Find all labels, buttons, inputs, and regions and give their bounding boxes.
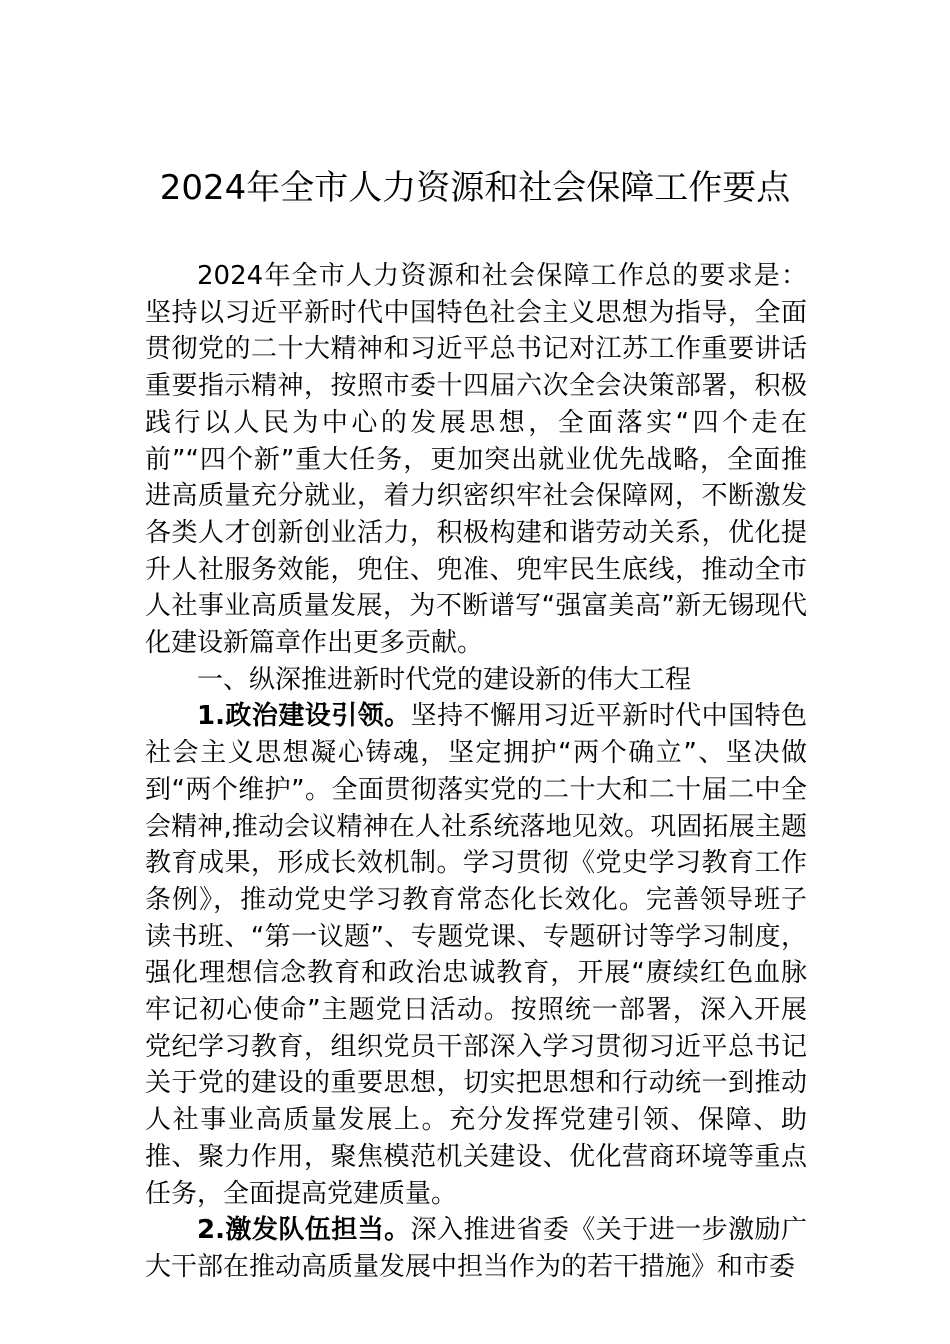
item-paragraph-1: [145, 698, 807, 1212]
item-heading-2: 2.激发队伍担当。: [197, 1215, 411, 1246]
document-title: 2024年全市人力资源和社会保障工作要点: [159, 168, 791, 208]
item-heading-1: 1.政治建设引领。: [197, 701, 411, 732]
section-heading: [145, 662, 807, 699]
section-heading-text: 一、纵深推进新时代党的建设新的伟大工程: [197, 664, 692, 695]
item-text-1: 坚持不懈用习近平新时代中国特色社会主义思想凝心铸魂，坚定拥护“两个确立”、坚决做到“两个维护”。全面贯彻落实党的二十大和二十届二中全会精神,推动会议精神在人社系统落地见效。巩固拓展主题教育成果，形成长效机制。学习贯彻《党史学习教育工作条例》，推动党史学习教育常态化长效化。完善领导班子读书班、“第一议题”、专题党课、专题研讨等学习制度，强化理想信念教育和政治忠诚教育，开展“赓续红色血脉牢记初心使命”主题党日活动。按照统一部署，深入开展党纪学习教育，组织党员干部深入学习贯彻习近平总书记关于党的建设的重要思想，切实把思想和行动统一到推动人社事业高质量发展上。充分发挥党建引领、保障、助推、聚力作用，聚焦模范机关建设、优化营商环境等重点任务，全面提高党建质量。: [145, 701, 807, 1209]
item-paragraph-2: [145, 1212, 807, 1285]
document-body: [145, 258, 807, 1286]
item-text-2: 深入推进省委《关于进一步激励广大干部在推动高质量发展中担当作为的若干措施》和市委: [145, 1215, 807, 1282]
intro-text: 2024年全市人力资源和社会保障工作总的要求是：坚持以习近平新时代中国特色社会主义思想为指导，全面贯彻党的二十大精神和习近平总书记对江苏工作重要讲话重要指示精神，按照市委十四届六次全会决策部署，积极践行以人民为中心的发展思想，全面落实“四个走在前”“四个新”重大任务，更加突出就业优先战略，全面推进高质量充分就业，着力织密织牢社会保障网，不断激发各类人才创新创业活力，积极构建和谐劳动关系，优化提升人社服务效能，兜住、兜准、兜牢民生底线，推动全市人社事业高质量发展，为不断谱写“强富美高”新无锡现代化建设新篇章作出更多贡献。: [145, 261, 807, 659]
intro-paragraph: [145, 258, 807, 662]
